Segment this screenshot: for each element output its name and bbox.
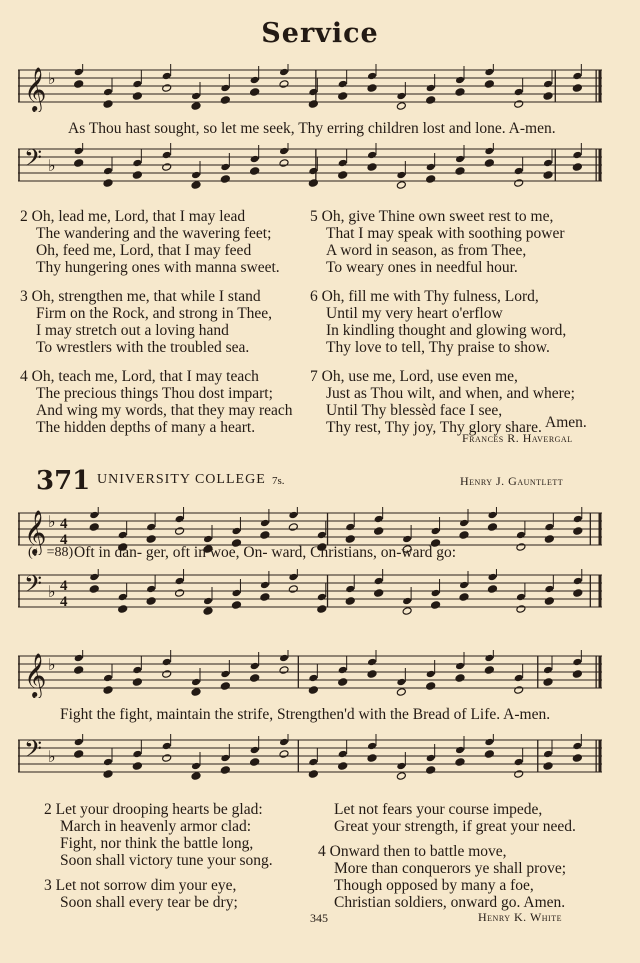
note-head [89,511,99,520]
note-head [191,688,201,697]
note-head [103,88,113,97]
note-head [573,527,583,536]
hymn1-verses-left [20,208,310,436]
note-head [250,662,260,671]
note-head [203,607,213,616]
note-head [118,531,128,540]
note-head [308,100,318,109]
note-head [132,762,142,771]
note-head [484,68,494,77]
note-head [132,159,142,168]
note-head [288,511,298,520]
note-head [308,179,318,188]
note-head [308,770,318,779]
note-head [250,88,260,97]
note-head [345,535,355,544]
note-head [132,92,142,101]
tune-name: UNIVERSITY COLLEGE [97,472,266,487]
note-head [103,770,113,779]
note-head [426,163,436,172]
flat-key-signature-icon: ♭ [48,582,56,601]
note-head [396,181,406,190]
note-head [338,171,348,180]
note-head [338,666,348,675]
note-head [484,666,494,675]
note-head [426,766,436,775]
note-head [132,80,142,89]
note-head [374,577,384,586]
note-head [573,577,583,586]
note-head [74,750,84,759]
note-head [220,766,230,775]
note-head [402,607,412,616]
note-head [345,585,355,594]
note-head [516,605,526,614]
tempo-marking: (♩=88) [28,545,74,560]
note-head [250,167,260,176]
note-head [89,523,99,532]
note-head [279,666,289,675]
note-head [455,662,465,671]
verse: 2 Let your drooping hearts be glad: March in heavenly armor clad: Fight, nor think the battle long, Soon shall victory tune your song. [44,801,273,869]
note-head [132,171,142,180]
note-head [374,515,384,524]
note-head [455,76,465,85]
note-head [74,147,84,156]
note-head [74,738,84,747]
note-head [426,670,436,679]
note-head [279,159,289,168]
treble-clef-icon: 𝄞 [24,653,47,697]
note-head [455,746,465,755]
note-head [191,772,201,781]
note-head [396,688,406,697]
verse: 7 Oh, use me, Lord, use even me, Just as Thou wilt, and when, and where; Until Thy blessèd face I see, Thy rest, Thy joy, Thy glory share. [310,368,575,436]
note-head [191,102,201,111]
note-head [572,151,582,160]
note-head [367,84,377,93]
note-head [543,762,553,771]
note-head [175,589,185,598]
note-head [175,527,185,536]
note-head [231,589,241,598]
note-head [191,171,201,180]
note-head [260,531,270,540]
hymn1-treble-staff [18,64,602,112]
note-head [514,758,524,767]
note-head [146,523,156,532]
note-head [396,772,406,781]
verse: 6 Oh, fill me with Thy fulness, Lord, Until my very heart o'erflow In kindling thought and glowing word, Thy love to tell, Thy praise to show. [310,288,567,356]
note-head [543,750,553,759]
note-head [191,678,201,687]
note-head [516,531,526,540]
note-head [572,84,582,93]
note-head [74,654,84,663]
note-head [459,531,469,540]
note-head [175,577,185,586]
hymn2-treble-staff-2 [18,650,602,698]
note-head [162,754,172,763]
note-head [103,674,113,683]
note-head [103,179,113,188]
note-head [162,84,172,93]
flat-key-signature-icon: ♭ [48,655,56,674]
note-head [89,573,99,582]
note-head [250,674,260,683]
note-head [543,171,553,180]
note-head [288,523,298,532]
flat-key-signature-icon: ♭ [48,69,56,88]
hymn-meter: 7s. [272,475,285,487]
note-head [402,597,412,606]
note-head [514,100,524,109]
verse: 3 Let not sorrow dim your eye, Soon shall every tear be dry; [44,877,238,911]
note-head [250,155,260,164]
note-head [374,589,384,598]
note-head [146,535,156,544]
note-head [484,147,494,156]
note-head [374,527,384,536]
note-head [220,175,230,184]
hymn2-lyric-line-2: Fight the fight, maintain the strife, Strengthen'd with the Bread of Life. A-men. [60,706,551,723]
bass-clef-icon: 𝄢 [24,735,43,768]
note-head [103,686,113,695]
hymn2-bass-staff-2 [18,734,602,782]
note-head [220,84,230,93]
verse: 4 Oh, teach me, Lord, that I may teach The precious things Thou dost impart; And wing my words, that they may reach The hidden depths of many a heart. [20,368,293,436]
verse: 5 Oh, give Thine own sweet rest to me, That I may speak with soothing power A word in season, as from Thee, To weary ones in needful hour. [310,208,565,276]
note-head [396,171,406,180]
note-head [132,678,142,687]
note-head [367,742,377,751]
note-head [573,589,583,598]
note-head [220,163,230,172]
note-head [367,658,377,667]
note-head [308,167,318,176]
hymn2-lyric-line-1: Oft in dan- ger, oft in woe, On- ward, Christians, on-ward go: [74,544,457,561]
treble-clef-icon: 𝄞 [24,510,47,554]
note-head [543,92,553,101]
note-head [132,666,142,675]
note-head [572,670,582,679]
note-head [162,163,172,172]
hymn2-verses-right [318,801,618,911]
note-head [191,181,201,190]
note-head [220,670,230,679]
note-head [455,674,465,683]
time-signature-denominator: 4 [60,594,68,610]
flat-key-signature-icon: ♭ [48,156,56,175]
note-head [203,535,213,544]
note-head [487,511,497,520]
note-head [367,163,377,172]
note-head [220,754,230,763]
hymn-number: 371 [36,466,91,496]
note-head [459,519,469,528]
hymn1-bass-staff [18,143,602,191]
note-head [220,682,230,691]
note-head [260,593,270,602]
hymn1-amen: Amen. [545,414,587,431]
note-head [103,758,113,767]
note-head [162,670,172,679]
page-title: Service [261,18,379,49]
hymn1-lyric-line: As Thou hast sought, so let me seek, Thy erring children lost and lone. A-men. [68,120,556,137]
note-head [338,159,348,168]
note-head [345,523,355,532]
note-head [118,593,128,602]
verse: 3 Oh, strengthen me, that while I stand Firm on the Rock, and strong in Thee, I may stretch out a loving hand To wrestlers with the troubled sea. [20,288,273,356]
note-head [175,515,185,524]
note-head [279,654,289,663]
treble-clef-icon: 𝄞 [24,67,47,111]
note-head [544,585,554,594]
verse: 2 Oh, lead me, Lord, that I may lead The wandering and the wavering feet; Oh, feed me, Lord, that I may feed Thy hungering ones with manna sweet. [20,208,280,276]
note-head [146,585,156,594]
note-head [338,678,348,687]
note-head [543,678,553,687]
note-head [118,605,128,614]
note-head [191,92,201,101]
note-head [260,519,270,528]
note-head [74,68,84,77]
note-head [338,80,348,89]
note-head [431,589,441,598]
note-head [459,581,469,590]
note-head [514,770,524,779]
note-head [162,742,172,751]
note-head [132,750,142,759]
verse: 4 Onward then to battle move, More than conquerors ye shall prove; Though opposed by many a foe, Christian soldiers, onward go. Amen. [318,843,567,911]
note-head [279,750,289,759]
note-head [74,80,84,89]
note-head [572,742,582,751]
note-head [338,750,348,759]
note-head [402,535,412,544]
note-head [514,167,524,176]
flat-key-signature-icon: ♭ [48,512,56,531]
note-head [288,573,298,582]
note-head [203,597,213,606]
note-head [103,100,113,109]
time-signature-numerator: 4 [60,516,68,532]
note-head [367,151,377,160]
note-head [426,84,436,93]
note-head [308,686,318,695]
note-head [543,666,553,675]
note-head [308,758,318,767]
note-head [484,654,494,663]
note-head [572,163,582,172]
hymn1-verses-right [310,208,610,436]
note-head [338,92,348,101]
note-head [573,515,583,524]
note-head [317,531,327,540]
note-head [455,155,465,164]
note-head [484,750,494,759]
time-signature-numerator: 4 [60,578,68,594]
note-head [220,96,230,105]
note-head [426,175,436,184]
note-head [231,527,241,536]
note-head [396,102,406,111]
note-head [514,674,524,683]
note-head [572,754,582,763]
verse-continuation: Let not fears your course impede, Great your strength, if great your need. [334,801,576,835]
note-head [572,658,582,667]
note-head [317,605,327,614]
note-head [514,88,524,97]
hymn2-composer: Henry J. Gauntlett [460,474,564,488]
note-head [279,68,289,77]
note-head [260,581,270,590]
note-head [544,523,554,532]
note-head [543,159,553,168]
note-head [345,597,355,606]
note-head [162,151,172,160]
note-head [74,159,84,168]
note-head [367,754,377,763]
note-head [455,88,465,97]
note-head [426,754,436,763]
note-head [191,762,201,771]
note-head [279,80,289,89]
note-head [338,762,348,771]
note-head [279,738,289,747]
hymn2-author: Henry K. White [478,910,562,924]
flat-key-signature-icon: ♭ [48,747,56,766]
note-head [250,76,260,85]
note-head [396,678,406,687]
note-head [516,543,526,552]
note-head [543,80,553,89]
note-head [484,159,494,168]
note-head [367,670,377,679]
note-head [426,96,436,105]
note-head [514,686,524,695]
note-head [308,88,318,97]
hymn2-verses-left [44,801,314,911]
note-head [288,585,298,594]
note-head [544,535,554,544]
note-head [487,573,497,582]
note-head [487,523,497,532]
page-number: 345 [310,911,328,925]
bass-clef-icon: 𝄢 [24,144,43,177]
note-head [484,738,494,747]
note-head [162,658,172,667]
note-head [487,585,497,594]
hymn1-author: Frances R. Havergal [462,431,573,445]
note-head [484,80,494,89]
note-head [459,593,469,602]
note-head [544,597,554,606]
note-head [317,593,327,602]
note-head [279,147,289,156]
note-head [431,601,441,610]
note-head [455,167,465,176]
note-head [514,179,524,188]
hymn2-bass-staff-1 [18,569,602,617]
note-head [396,92,406,101]
note-head [103,167,113,176]
note-head [89,585,99,594]
note-head [250,746,260,755]
note-head [74,666,84,675]
note-head [516,593,526,602]
note-head [426,682,436,691]
note-head [455,758,465,767]
note-head [308,674,318,683]
note-head [250,758,260,767]
note-head [367,72,377,81]
note-head [162,72,172,81]
time-signature-denominator: 4 [60,532,68,548]
note-head [572,72,582,81]
note-head [146,597,156,606]
note-head [396,762,406,771]
bass-clef-icon: 𝄢 [24,570,43,603]
note-head [231,601,241,610]
note-head [431,527,441,536]
